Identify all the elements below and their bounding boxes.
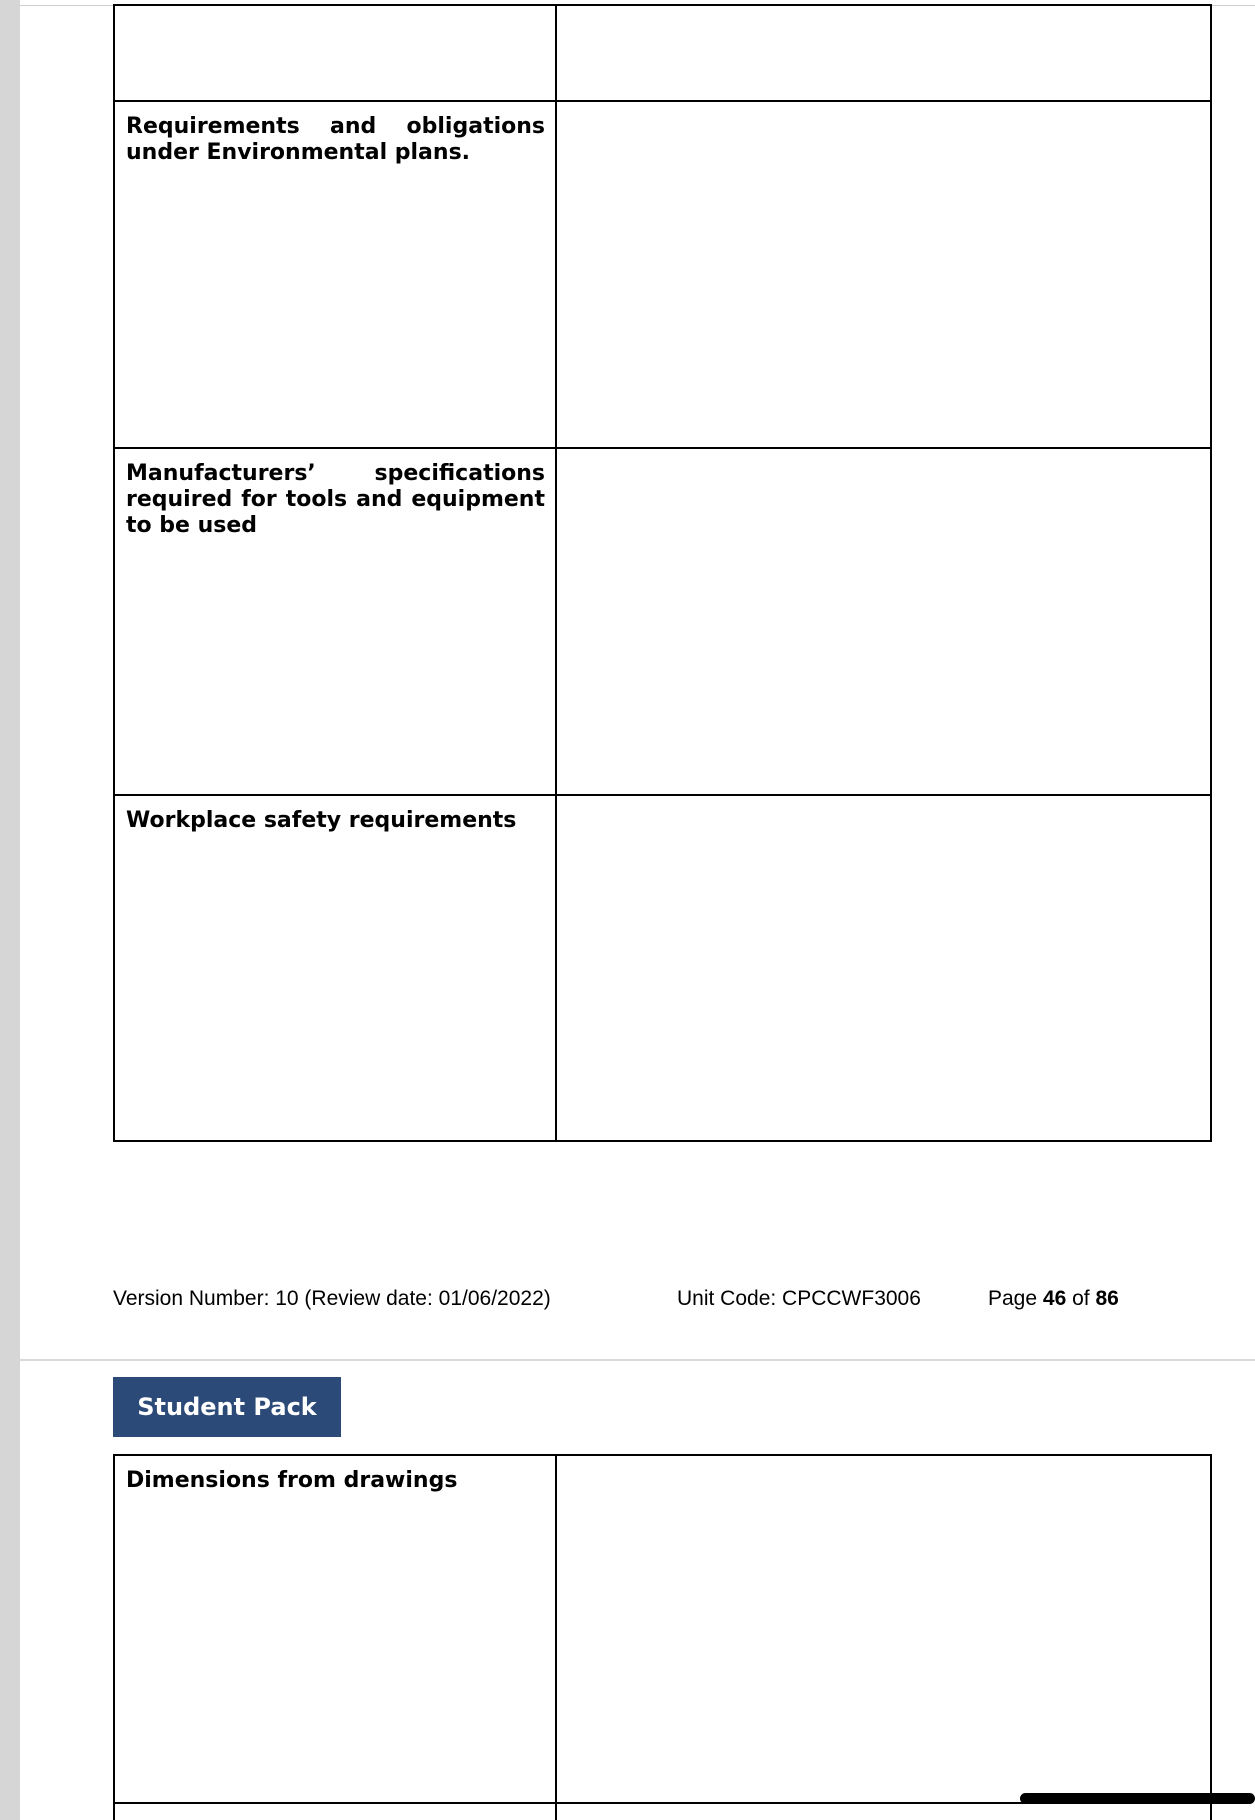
question-label: Dimensions from drawings [126,1468,458,1493]
table-row [114,1803,1211,1820]
question-label: Requirements and obligations under Environmental plans. [126,114,545,165]
table-row [114,101,1211,448]
page-of: of [1072,1287,1090,1310]
assessment-table-page-46 [113,4,1212,1142]
answer-cell[interactable] [556,5,1211,101]
question-cell [114,1803,556,1820]
table-row [114,448,1211,795]
answer-cell[interactable] [556,1803,1211,1820]
question-label [115,6,555,18]
question-label [115,1804,555,1816]
table-row [114,1455,1211,1803]
table-row [114,5,1211,101]
question-cell [114,101,556,448]
question-label: Manufacturers’ specifications required for tools and equipment to be used [126,461,545,538]
answer-cell[interactable] [556,448,1211,795]
question-cell [114,1455,556,1803]
question-cell [114,5,556,101]
footer-version: Version Number: 10 (Review date: 01/06/2022) [113,1287,551,1310]
page-prefix: Page [988,1287,1038,1310]
page-total: 86 [1095,1287,1119,1310]
question-label: Workplace safety requirements [126,808,517,833]
question-cell [114,448,556,795]
horizontal-scrollbar-thumb[interactable] [1020,1793,1255,1804]
student-pack-header: Student Pack [113,1377,341,1437]
viewer-left-gutter [0,0,20,1820]
footer-unit-code: Unit Code: CPCCWF3006 [677,1287,921,1310]
footer-page-number [988,1287,1119,1311]
question-cell [114,795,556,1141]
page-break [20,1359,1255,1361]
table-row [114,795,1211,1141]
answer-cell[interactable] [556,101,1211,448]
assessment-table-page-47 [113,1454,1212,1820]
answer-cell[interactable] [556,795,1211,1141]
answer-cell[interactable] [556,1455,1211,1803]
page-current: 46 [1042,1287,1067,1310]
